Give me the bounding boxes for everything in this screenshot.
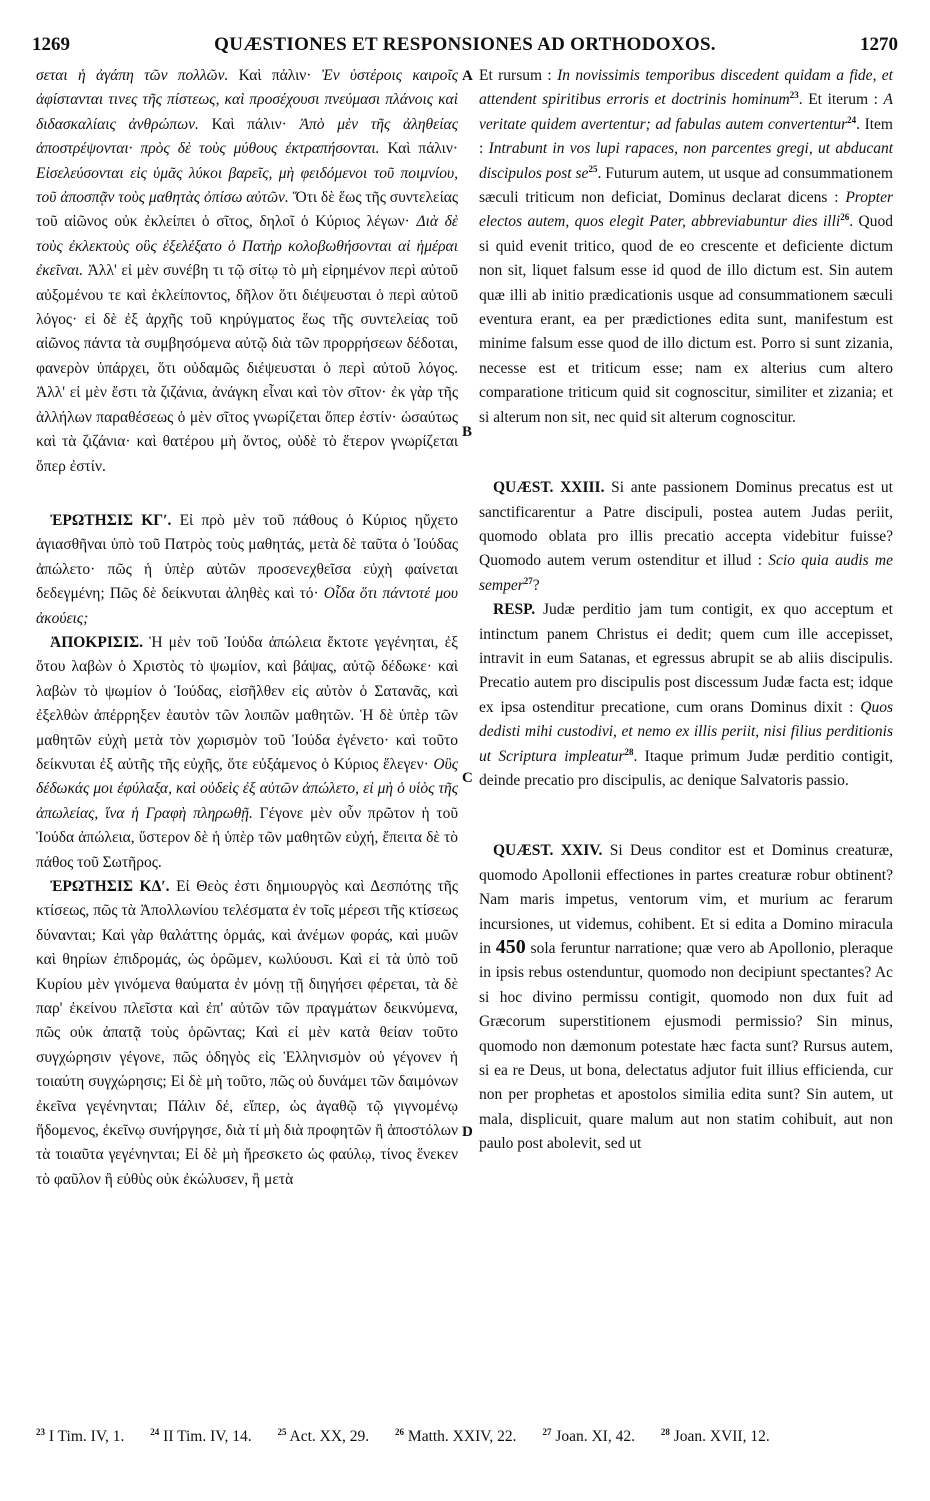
latin-text: Si ante passionem Dominus precatus est ut sanctificarentur a Patre discipuli, postea autem Judas periit, quomodo oblata pro illis precatio accepta videbitur fuisse? Quomodo autem verum ostenditur et illud : bbox=[479, 479, 893, 570]
page-header bbox=[32, 34, 898, 60]
question-heading: QUÆST. XXIII. bbox=[493, 479, 605, 497]
greek-quote: Διὰ δὲ τοὺς ἐκλεκτοὺς οὓς ἐξελέξατο ὁ Πατὴρ κολοβωθήσονται αἱ ἡμέραι ἐκεῖναι. bbox=[36, 213, 458, 280]
footnote bbox=[661, 1428, 770, 1445]
greek-text: Εἰ πρὸ μὲν τοῦ πάθους ὁ Κύριος ηὔχετο ἁγιασθῆναι ὑπὸ τοῦ Πατρὸς τοὺς μαθητάς, μετὰ δὲ ταῦτα ὁ Ἰούδας ἀπώλετο· πῶς ἡ ὑπὲρ αὐτῶν προσενεχθεῖσα εὐχὴ φαίνεται δεδεγμένη; Πῶς δὲ δείκνυται ἀληθὲς καὶ τό· bbox=[36, 511, 459, 603]
footnote-ref: 28 bbox=[624, 746, 634, 757]
latin-quote: Quos dedisti mihi custodivi, et nemo ex illis periit, nisi filius perditionis ut Scriptura impleatur bbox=[479, 698, 893, 765]
latin-quote: Propter electos autem, quos elegit Pater, abbreviabuntur dies illi bbox=[479, 189, 893, 231]
footnote-number: 24 bbox=[150, 1426, 160, 1437]
greek-quote: Ἐν ὑστέροις καιροῖς ἀφίστανται τινες τῆς πίστεως, καὶ προσέχουσι πνεύμασι πλάνοις καὶ διδασκαλίαις ἀνθρώπων. bbox=[36, 67, 458, 133]
latin-quote: Scio quia audis me semper bbox=[479, 552, 894, 594]
latin-text: Judæ perditio jam tum contigit, ex quo acceptum et intinctum panem Christus ei dedit; quem cum ille accepisset, intravit in eum Satanas, et egressus abrupit se ab aliis discipulis. Precatio autem pro discipulis post discessum Judæ facta est; idque ex ipsa ostenditur precatione, cum orans Dominus dixit : bbox=[479, 601, 893, 716]
greek-text: Ἀλλ' εἰ μὲν συνέβη τι τῷ σίτῳ τὸ μὴ εἰρημένον περὶ αὐτοῦ αὐξομένου τε καὶ ἐκλείποντος, δῆλον ὅτι διέψευσται ὁ περὶ αὐτοῦ λόγος· εἰ δὲ ἐξ ἀρχῆς τοῦ κηρύγματος ἕως τῆς συντελείας τοῦ αἰῶνος πάντα τὰ συμβησόμενα αὐτῷ διὰ τῶν προρρήσεων δέδοται, φανερὸν ὑπάρχει, ὅτι οὐδαμῶς διέψευσται ὁ περὶ αὐτοῦ λόγος. Ἀλλ' εἰ μὲν ἔστι τὰ ζιζάνια, ἀνάγκη εἶναι καὶ τὸν σῖτον· ἐκ γὰρ τῆς ἀλλήλων παραθέσεως ὁ μὲν σῖτος γνωρίζεται ὅπερ ἐστίν· ὡσαύτως καὶ τὰ ζιζάνια· καὶ θατέρου μὴ ὄντος, οὐδὲ τὸ ἕτερον γνωρίζεται ὅπερ ἐστίν. bbox=[36, 262, 458, 475]
greek-quote: Οἶδα ὅτι πάντοτέ μου ἀκούεις; bbox=[36, 585, 459, 627]
question-heading: QUÆST. XXIV. bbox=[493, 842, 603, 860]
greek-quote: Εἰσελεύσονται εἰς ὑμᾶς λύκοι βαρεῖς, μὴ φειδόμενοι τοῦ ποιμνίου, τοῦ ἀποσπᾷν τοὺς μαθητὰς ὀπίσω αὐτῶν. bbox=[36, 164, 458, 207]
greek-continuation bbox=[36, 64, 458, 479]
greek-text: σεται ἡ ἀγάπη τῶν πολλῶν. bbox=[36, 67, 229, 84]
latin-text: . Et iterum : bbox=[798, 91, 884, 109]
greek-text: Καὶ πάλιν· bbox=[228, 67, 322, 84]
greek-text: Εἰ Θεὸς ἐστι δημιουργὸς καὶ Δεσπότης τῆς κτίσεως, πῶς τὰ Ἀπολλωνίου τελέσματα ἐν τοῖς μέρεσι τῆς κτίσεως δύνανται; Καὶ γὰρ θαλάττης ὁρμάς, καὶ ἀνέμων φοράς, καὶ μυῶν καὶ θηρίων ἐπιδρομάς, ὡς ὁρῶμεν, κωλύουσι. Καὶ εἰ τὰ ὑπὸ τοῦ Κυρίου μὲν γινόμενα θαύματα ἐν μόνῃ τῇ διηγήσει φέρεται, τὰ δὲ παρ' ἐκείνου πλεῖστα καὶ ἐπ' αὐτῶν τῶν πραγμάτων δεικνύμενα, πῶς οὐκ ἀπατᾷ τοὺς ὁρῶντας; Καὶ εἰ μὲν κατὰ θείαν τοῦτο συγχώρησιν γέγονε, πῶς ὁδηγὸς εἰς Ἑλληνισμὸν οὐ γέγονεν ἡ τοιαύτη συγχώρησις; Εἰ δὲ μὴ τοῦτο, πῶς οὐ δυνάμει τῶν δαιμόνων ἐκεῖνα γεγένηνται; Πάλιν δέ, εἴπερ, ὡς ἀγαθῷ τῷ γιγνομένῳ ἥδομενος, ἐκεῖνῳ συνήργησε, διὰ τί μὴ διὰ προφητῶν ἢ ἀποστόλων τὰ τοιαῦτα γεγένηνται; Εἰ δὲ μὴ ἤρεσκετο ὡς φαύλῳ, τίνος ἕνεκεν τὸ φαῦλον ἢ εὐθὺς οὐκ ἐκώλυσεν, ἢ μετὰ bbox=[36, 878, 458, 1188]
margin-letter-c: C bbox=[462, 770, 473, 786]
margin-letter-d: D bbox=[462, 1124, 473, 1140]
latin-text: . Item : bbox=[479, 115, 893, 158]
question-heading: ἘΡΩΤΗΣΙΣ ΚΓʹ. bbox=[50, 511, 172, 529]
footnote-ref: 25 bbox=[588, 163, 598, 174]
footnote-number: 25 bbox=[277, 1426, 287, 1437]
footnote-ref: 23 bbox=[789, 90, 799, 101]
latin-text: ? bbox=[532, 576, 540, 594]
footnote bbox=[150, 1428, 251, 1445]
greek-question-23 bbox=[36, 509, 458, 631]
latin-continuation bbox=[479, 64, 893, 430]
footnote-number: 26 bbox=[395, 1426, 405, 1437]
column-number: 450 bbox=[495, 936, 526, 958]
footnote-text: I Tim. IV, 1. bbox=[48, 1428, 125, 1445]
answer-heading: RESP. bbox=[493, 601, 536, 619]
greek-question-24 bbox=[36, 875, 458, 1192]
greek-text: Καὶ πάλιν· bbox=[379, 140, 458, 158]
latin-column bbox=[479, 64, 893, 1157]
latin-text: . Futurum autem, ut usque ad consummationem sæculi triticum non deficiat, Dominus declarat dicens : bbox=[479, 164, 893, 207]
greek-column bbox=[36, 64, 458, 1192]
answer-heading: ἈΠΟΚΡΙΣΙΣ. bbox=[50, 633, 144, 651]
greek-quote: Οὓς δέδωκάς μοι ἐφύλαξα, καὶ οὐδεὶς ἐξ αὐτῶν ἀπώλετο, εἰ μὴ ὁ υἱὸς τῆς ἀπωλείας, ἵνα ἡ Γραφὴ πληρωθῇ. bbox=[36, 755, 458, 822]
footnote-ref: 26 bbox=[840, 212, 850, 223]
latin-question-23 bbox=[479, 476, 893, 598]
latin-quote: A veritate quidem avertentur; ad fabulas autem convertentur bbox=[479, 91, 893, 133]
margin-letter-a: A bbox=[462, 68, 473, 84]
footnote-text: Act. XX, 29. bbox=[289, 1428, 370, 1445]
latin-question-24 bbox=[479, 839, 893, 1156]
greek-text: Ὅτι δὲ ἕως τῆς συντελείας τοῦ αἰῶνος οὐκ ἐκλείπει ὁ σῖτος, δηλοῖ ὁ Κύριος λέγων· bbox=[36, 189, 458, 231]
footnote-text: II Tim. IV, 14. bbox=[163, 1428, 252, 1445]
latin-text: Et rursum : bbox=[479, 67, 558, 84]
footnote-ref: 27 bbox=[523, 575, 533, 586]
page-number-left: 1269 bbox=[32, 34, 70, 55]
latin-quote: Intrabunt in vos lupi rapaces, non parcentes gregi, ut abducant discipulos post se bbox=[479, 140, 893, 182]
footnote-text: Matth. XXIV, 22. bbox=[407, 1428, 517, 1445]
latin-answer-23 bbox=[479, 598, 893, 793]
greek-answer-23 bbox=[36, 631, 458, 875]
greek-text: Καὶ πάλιν· bbox=[198, 115, 300, 133]
running-title: QUÆSTIONES ET RESPONSIONES AD ORTHODOXOS. bbox=[214, 34, 716, 55]
footnote-number: 27 bbox=[542, 1426, 552, 1437]
footnote-number: 28 bbox=[660, 1426, 670, 1437]
footnote-ref: 24 bbox=[847, 114, 857, 125]
margin-letter-b: B bbox=[462, 424, 473, 440]
footnotes bbox=[36, 1425, 896, 1449]
greek-text: Γέγονε μὲν οὖν πρῶτον ἡ τοῦ Ἰούδα ἀπώλεια, ὕστερον δὲ ἡ ὑπὲρ τῶν μαθητῶν εὐχή, ἔπειτα δὲ τὸ πάθος τοῦ Σωτῆρος. bbox=[36, 804, 458, 871]
latin-text: sola feruntur narratione; quæ vero ab Apollonio, pleraque in ipsis rebus ostenduntur, quomodo non decipiunt spectantes? Ac si hoc divino permissu contigit, quomodo non dux fuit ad Græcorum superstitionem ejusmodi permissio? Sin minus, quomodo non dæmonum potestate hæc facta sunt? Rursus autem, si ea re Deus, ut bona, delectatus adjutor fuit illius efficienda, cur non per prophetas et apostolos similia edita sunt? Sin autem, ut mala, displicuit, quare malum aut non statim cohibuit, aut non paulo post abolevit, sed ut bbox=[479, 940, 893, 1153]
footnote bbox=[542, 1428, 635, 1445]
page-number-right: 1270 bbox=[860, 34, 898, 55]
latin-quote: In novissimis temporibus discedent quidam a fide, et attendent spiritibus erroris et doctrinis hominum bbox=[479, 67, 893, 109]
footnote bbox=[395, 1428, 517, 1445]
latin-text: . Quod si quid evenit tritico, quod de eo crescente et deficiente dictum non sit, liquet falsum esse id quod de illo dictum est. Sin autem quæ illi ab initio prædicationis usque ad consummationem sæculi eventura erant, ea per prædictiones edita sunt, manifestum est minime falsum esse quod de illo dictum est. Porro si sunt zizania, necesse est et triticum esse; nam ex alterius cum altero comparatione triticum quid sit cognoscitur, similiter et zizania; et si alterum non sit, nec quid sit alterum cognoscitur. bbox=[479, 213, 893, 426]
greek-quote: Ἀπὸ μὲν τῆς ἀληθείας ἀποστρέψονται· πρὸς δὲ τοὺς μύθους ἐκτραπήσονται. bbox=[36, 115, 458, 158]
footnote-number: 23 bbox=[36, 1426, 45, 1437]
footnote bbox=[36, 1428, 124, 1445]
footnote-text: Joan. XI, 42. bbox=[555, 1428, 635, 1445]
greek-text: Ἡ μὲν τοῦ Ἰούδα ἀπώλεια ἔκτοτε γεγένηται, ἐξ ὅτου λαβὼν ὁ Χριστὸς τὸ ψωμίον, καὶ βάψας, αὐτῷ δέδωκε· καὶ λαβὼν τὸ ψωμίον ὁ Ἰούδας, εἰσῆλθεν εἰς αὐτὸν ὁ Σατανᾶς, καὶ ἐξελθὼν ἀπέρρηξεν ἑαυτὸν τῶν λοιπῶν μαθητῶν. Ἡ δὲ ὑπὲρ τῶν μαθητῶν εὐχὴ μετὰ τὸν χωρισμὸν τοῦ Ἰούδα ἐγένετο· καὶ τοῦτο δείκνυται ἐξ αὐτῆς τῆς εὐχῆς, ὅτε εὐξάμενος ὁ Κύριος ἔλεγεν· bbox=[36, 633, 458, 773]
latin-text: Si Deus conditor est et Dominus creaturæ, quomodo Apollonii effectiones in partes creaturæ robur obtinent? Nam maris impetus, ventorum vim, et murium ac ferarum incursiones, ut videmus, cohibent. Et si edita a Domino miracula in bbox=[479, 842, 893, 957]
footnote bbox=[277, 1428, 369, 1445]
latin-text: . Itaque primum Judæ perditio contigit, deinde precatio pro discipulis, ac denique Salvatoris passio. bbox=[479, 747, 894, 789]
footnote-text: Joan. XVII, 12. bbox=[673, 1428, 770, 1445]
question-heading: ἘΡΩΤΗΣΙΣ ΚΔʹ. bbox=[50, 878, 170, 895]
